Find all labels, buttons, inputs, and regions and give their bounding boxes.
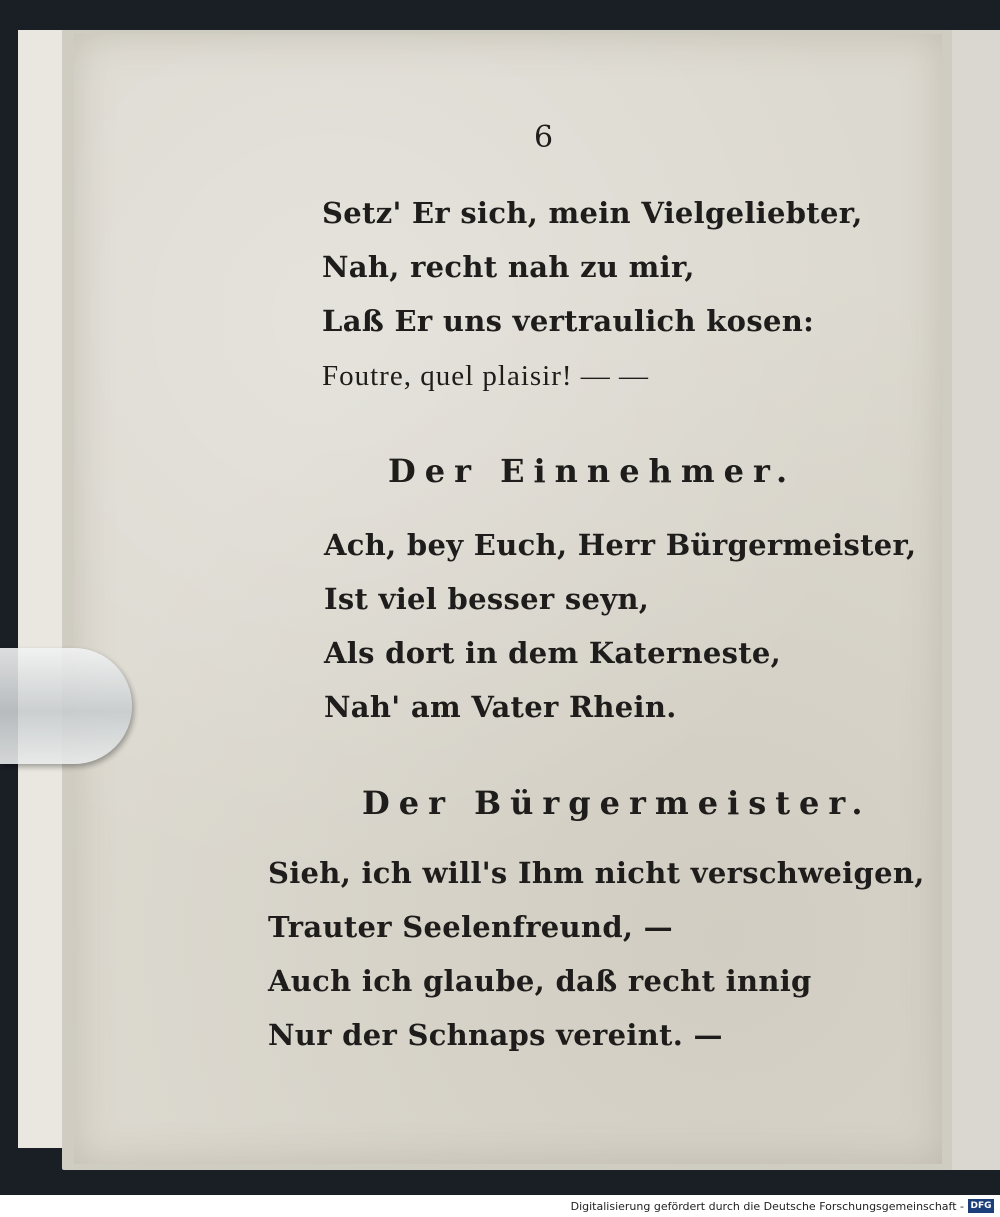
verse-line: Laß Er uns vertraulich kosen: [322, 304, 815, 338]
verse-line: Nah, recht nah zu mir, [322, 250, 695, 284]
page-text [74, 34, 942, 1164]
verse-line: Ist viel besser seyn, [324, 582, 650, 616]
verse-line: Setz' Er sich, mein Vielgeliebter, [322, 196, 863, 230]
verse-line: Nah' am Vater Rhein. [324, 690, 677, 724]
verse-line: Ach, bey Euch, Herr Bürgermeister, [324, 528, 917, 562]
verse-line: Als dort in dem Katerneste, [324, 636, 782, 670]
verse-line: Trauter Seelenfreund, — [268, 910, 673, 944]
speaker-heading: Der Bürgermeister. [362, 784, 872, 822]
digitization-credit: Digitalisierung gefördert durch die Deutsche Forschungsgemeinschaft - [570, 1200, 964, 1213]
verse-line: Foutre, quel plaisir! — — [322, 360, 650, 392]
speaker-heading: Der Einnehmer. [388, 452, 797, 490]
dfg-logo: DFG [968, 1199, 994, 1213]
verse-line: Auch ich glaube, daß recht innig [268, 964, 812, 998]
verse-line: Nur der Schnaps vereint. — [268, 1018, 723, 1052]
page-number: 6 [534, 120, 554, 155]
page-clip [0, 648, 132, 764]
book-page [74, 34, 942, 1164]
verse-line: Sieh, ich will's Ihm nicht verschweigen, [268, 856, 925, 890]
